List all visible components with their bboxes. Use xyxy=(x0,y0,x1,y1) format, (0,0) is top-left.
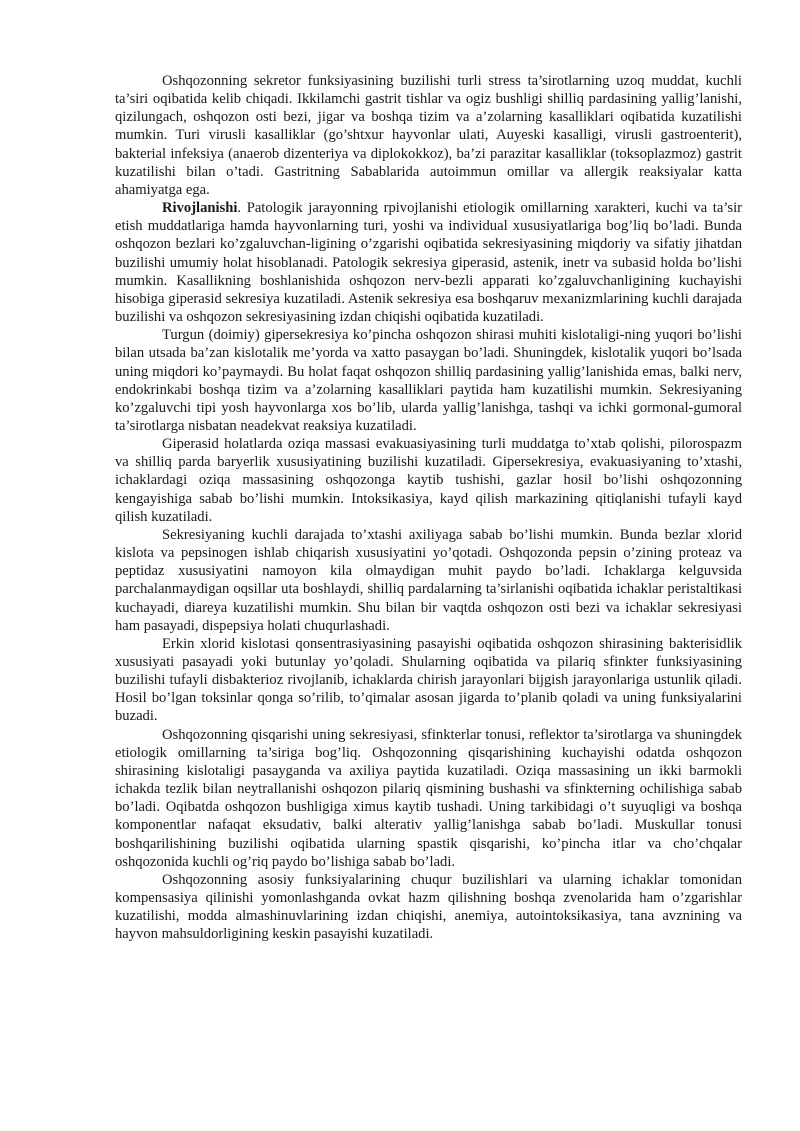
paragraph-gipersekresiya xyxy=(115,326,742,435)
section-heading-rivojlanishi: Rivojlanishi xyxy=(162,200,238,217)
paragraph-qisqarish xyxy=(115,726,742,871)
paragraph-text: Giperasid holatlarda oziqa massasi evakuasiyasining turli muddatga to’xtab qolishi, pilorospazm va shilliq parda baryerlik xususiyatining buzilishi kuzatiladi. Gipersekresiya, evakuasiyaning to’xtashi, ichaklardagi oziqa massasining oshqozonga kaytib tushishi, gazlar hosil bo’lishi oshqozonning kengayishiga sabab bo’lishi mumkin. Intoksikasiya, kayd qilish markazining qitiqlanishi tufayli kayd qilish kuzatiladi. xyxy=(115,436,742,525)
paragraph-text: Oshqozonning qisqarishi uning sekresiyasi, sfinkterlar tonusi, reflektor ta’sirotlarga va shuningdek etiologik omillarning ta’siriga bog’liq. Oshqozonning qisqarishining kuchayishi odatda oshqozon shirasining kislotaligi pasayganda va axiliya paytida kuzatiladi. Oziqa massasining un ikki barmokli ichakda tezlik bilan neytrallanishi oshqozon pilariq qismining bushashi va sfinkterning ochilishiga sabab bo’ladi. Oqibatda oshqozon bushligiga ximus kaytib tushadi. Uning tarkibidagi o’t suyuqligi va boshqa komponentlar nafaqat eksudativ, balki alterativ yallig’lanishga sabab bo’ladi. Muskullar tonusi boshqarilishining buzilishi oqibatida ularning spastik qisqarishi, ko’pincha itlar va cho’chqalar oshqozonida kuchli og’riq paydo bo’lishiga sabab bo’ladi. xyxy=(115,726,742,870)
paragraph-rivojlanishi xyxy=(115,199,742,326)
paragraph-giperasid xyxy=(115,435,742,526)
paragraph-axiliya xyxy=(115,526,742,635)
paragraph-text: Oshqozonning asosiy funksiyalarining chuqur buzilishlari va ularning ichaklar tomonidan kompensasiya qilinishi yomonlashganda ovkat hazm qilishning boshqa zvenolarida ham o’zgarishlar kuzatilishi, modda almashinuvlarining izdan chiqishi, anemiya, autointoksikasiya, tana avznining va hayvon mahsuldorligining keskin pasayishi kuzatiladi. xyxy=(115,871,742,943)
paragraph-xulosa xyxy=(115,871,742,944)
paragraph-text: Sekresiyaning kuchli darajada to’xtashi axiliyaga sabab bo’lishi mumkin. Bunda bezlar xlorid kislota va pepsinogen ishlab chiqarish xususiyatini yo’qotadi. Oshqozonda pepsin o’zining proteaz va peptidaz xususiyatini namoyon kila olmaydigan muhit paydo bo’ladi. Ichaklarga kelguvsida parchalanmaydigan oqsillar uta boshlaydi, shilliq pardalarning ta’sirlanishi oqibatida ichaklar peristaltikasi kuchayadi, diareya kuzatilishi mumkin. Shu bilan bir vaqtda oshqozon osti bezi va ichaklar sekresiyasi ham pasayadi, dispepsiya holati chuqurlashadi. xyxy=(115,526,742,634)
paragraph-text: . Patologik jarayonning rpivojlanishi etiologik omillarning xarakteri, kuchi va ta’sir etish muddatlariga hamda hayvonlarning turi, yoshi va individual xususiyatlariga bog’liq bo’ladi. Bunda oshqozon bezlari ko’zgaluvchan-ligining o’zgarishi oqibatida sekresiyasining miqdoriy va sifatiy jihatdan buzilishi umumiy holat hisoblanadi. Patologik sekresiya giperasid, astenik, inetr va subasid holda bo’lishi mumkin. Kasallikning boshlanishida oshqozon nerv-bezli apparati ko’zgaluvchanligining kuchayishi hisobiga giperasid sekresiya kuzatiladi. Astenik sekresiya esa boshqaruv mexanizmlarining kuchli darajada buzilishi va oshqozon sekresiyasining izdan chiqishi oqibatida kuzatiladi. xyxy=(115,200,742,326)
paragraph-text: Turgun (doimiy) gipersekresiya ko’pincha oshqozon shirasi muhiti kislotaligi-ning yuqori bo’lishi bilan utsada ba’zan kislotalik me’yorda va xatto pasaygan bo’ladi. Shuningdek, kislotalik yuqori bo’lsada uning miqdori ko’paymaydi. Bu holat faqat oshqozon shilliq pardasining yallig’lanishida emas, balki nerv, endokrinkabi boshqa tizim va a’zolarning kasalliklari paytida ham kuzatilishi mumkin. Sekresiyaning ko’zgaluvchi tipi yosh hayvonlarga xos bo’lib, ularda yallig’lanishga, tashqi va ichki gormonal-gumoral ta’sirotlarga nisbatan neadekvat reaksiya kuzatiladi. xyxy=(115,327,742,434)
paragraph-sekretor-funksiya xyxy=(115,72,742,199)
paragraph-text: Oshqozonning sekretor funksiyasining buzilishi turli stress ta’sirotlarning uzoq muddat, kuchli ta’siri oqibatida kelib chiqadi. Ikkilamchi gastrit tishlar va ogiz bushligi shilliq pardasining yallig’lanishi, qizilungach, oshqozon osti bezi, jigar va boshqa tizim va a’zolarning kasalliklari oqibatida kuzatilishi mumkin. Turi virusli kasalliklar (go’shtxur hayvonlar ulati, Auyeski kasalligi, virusli gastroenterit), bakterial infeksiya (anaerob dizenteriya va diplokokkoz), ba’zi parazitar kasalliklar (toksoplazmoz) gastrit kuzatilishi bilan o’tadi. Gastritning Sabablarida autoimmun omillar va allergik reaksiyalar katta ahamiyatga ega. xyxy=(115,73,742,198)
paragraph-xlorid-kislota xyxy=(115,635,742,726)
paragraph-text: Erkin xlorid kislotasi qonsentrasiyasining pasayishi oqibatida oshqozon shirasining bakterisidlik xususiyati pasayadi yoki butunlay yo’qoladi. Shularning oqibatida va pilariq sfinkter funksiyasining buzilishi tufayli disbakterioz rivojlanib, ichaklarda chirish jarayonlari bijgish jarayonlariga ustunlik qiladi. Hosil bo’lgan toksinlar qonga so’rilib, to’qimalar asosan jigarda to’planib qoladi va uning funksiyalarini buzadi. xyxy=(115,635,742,725)
document-page xyxy=(115,72,742,944)
